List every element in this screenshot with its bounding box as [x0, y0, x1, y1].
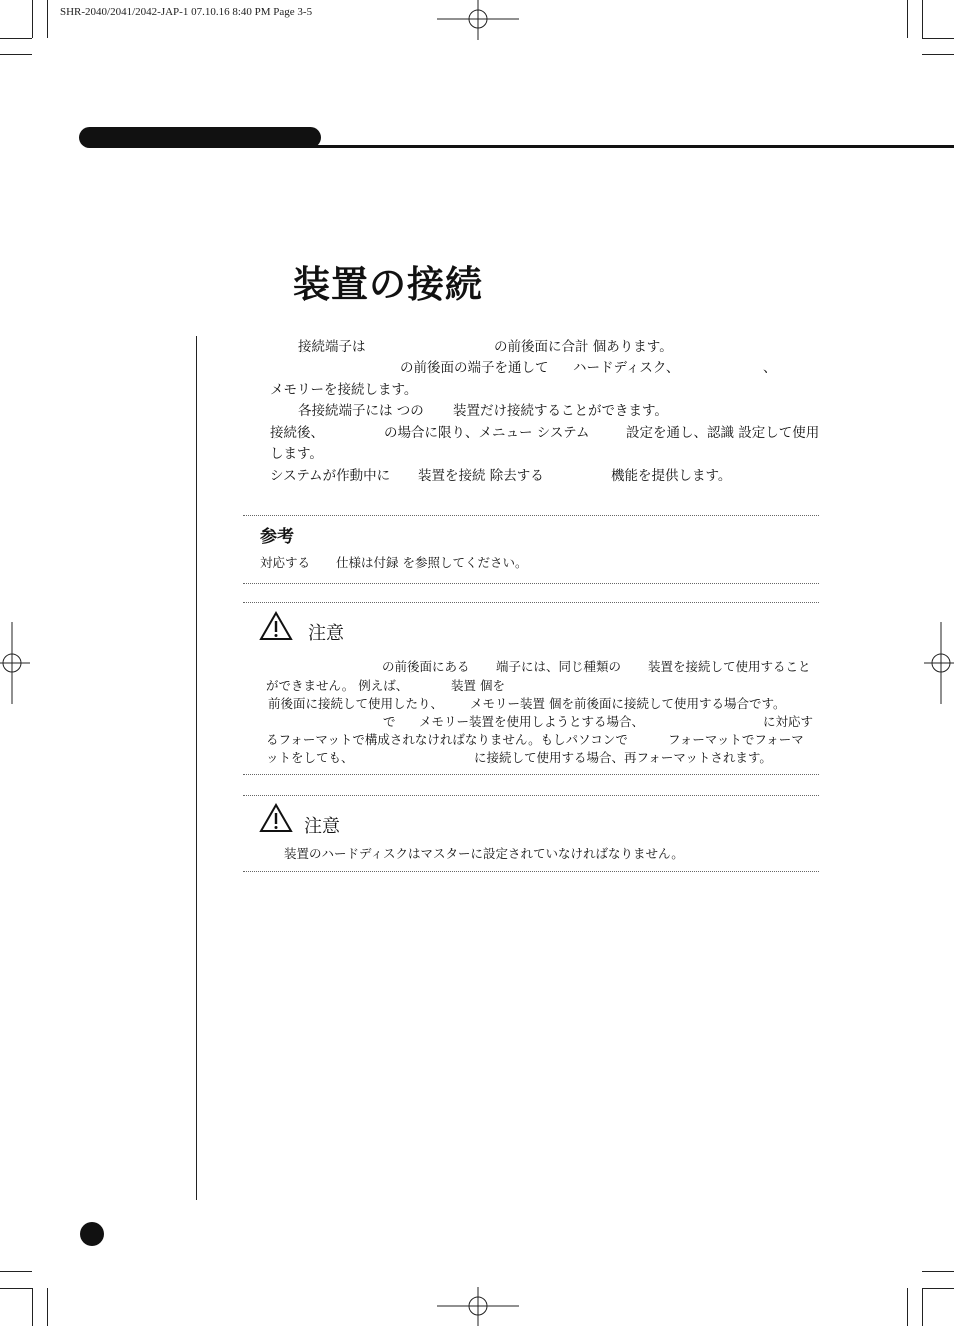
- body-line: 各接続端子には つの: [298, 403, 424, 419]
- margin-rule: [196, 336, 197, 1200]
- note-divider-bottom: [243, 583, 819, 584]
- caution-line: るフォーマットで構成されなければなりません。もしパソコンで: [266, 732, 628, 747]
- caution-line: 装置 個を: [451, 678, 505, 693]
- caution-line: ができません。 例えば、: [266, 678, 409, 693]
- body-line: します。: [270, 446, 323, 462]
- warning-triangle-icon: [259, 611, 293, 641]
- header-rule: [300, 145, 954, 148]
- caution-title: 注意: [308, 623, 344, 644]
- body-line: 接続端子は: [298, 339, 366, 355]
- caution-line: で: [383, 714, 396, 729]
- caution2-divider-top: [243, 795, 819, 796]
- registration-mark-bottom-icon: [437, 1287, 519, 1326]
- caution2-text: 装置のハードディスクはマスターに設定されていなければなりません。: [284, 846, 684, 861]
- body-line: の場合に限り、メニュー システム: [384, 425, 590, 441]
- note-divider-top: [243, 515, 819, 516]
- page-title: 装置の接続: [293, 263, 483, 306]
- caution2-divider-bottom: [243, 871, 819, 872]
- note-text: 対応する: [260, 555, 311, 570]
- body-line: の前後面の端子を通して: [400, 360, 549, 376]
- note-text: 仕様は付録 を参照してください。: [336, 555, 528, 570]
- note-title: 参考: [260, 527, 294, 547]
- body-line: 装置だけ接続することができます。: [453, 403, 668, 419]
- body-line: ハードディスク、: [573, 360, 680, 376]
- caution-line: 端子には、同じ種類の: [496, 659, 622, 674]
- warning-triangle-icon: [259, 803, 293, 833]
- body-line: 、: [763, 360, 777, 376]
- body-line: 接続後、: [270, 425, 324, 441]
- body-line: 機能を提供します。: [611, 468, 732, 484]
- caution-divider-top: [243, 602, 819, 603]
- caution-line: 装置を接続して使用すること: [648, 659, 811, 674]
- registration-mark-right-icon: [924, 622, 954, 704]
- caution-line: メモリー装置 個を前後面に接続して使用する場合です。: [470, 696, 786, 711]
- section-tab-pill: [79, 127, 321, 148]
- body-line: 装置を接続 除去する: [418, 468, 544, 484]
- registration-mark-left-icon: [0, 622, 30, 704]
- caution-line: に接続して使用する場合、再フォーマットされます。: [474, 750, 772, 765]
- caution-divider-bottom: [243, 774, 819, 775]
- body-line: システムが作動中に: [270, 468, 391, 484]
- caution-line: フォーマットでフォーマ: [668, 732, 804, 747]
- caution-line: に対応す: [763, 714, 814, 729]
- caution2-title: 注意: [304, 816, 340, 837]
- body-line: メモリーを接続します。: [270, 382, 418, 398]
- caution-line: メモリー装置を使用しようとする場合、: [419, 714, 645, 729]
- caution-line: 前後面に接続して使用したり、: [268, 696, 444, 711]
- body-line: の前後面に合計 個あります。: [494, 339, 673, 355]
- page-marker-dot: [80, 1222, 104, 1246]
- registration-mark-top-icon: [437, 0, 519, 40]
- caution-line: ットをしても、: [266, 750, 354, 765]
- print-header: SHR-2040/2041/2042-JAP-1 07.10.16 8:40 PM Page 3-5: [60, 6, 313, 18]
- caution-line: の前後面にある: [382, 659, 470, 674]
- body-line: 設定を通し、認識 設定して使用: [626, 425, 820, 441]
